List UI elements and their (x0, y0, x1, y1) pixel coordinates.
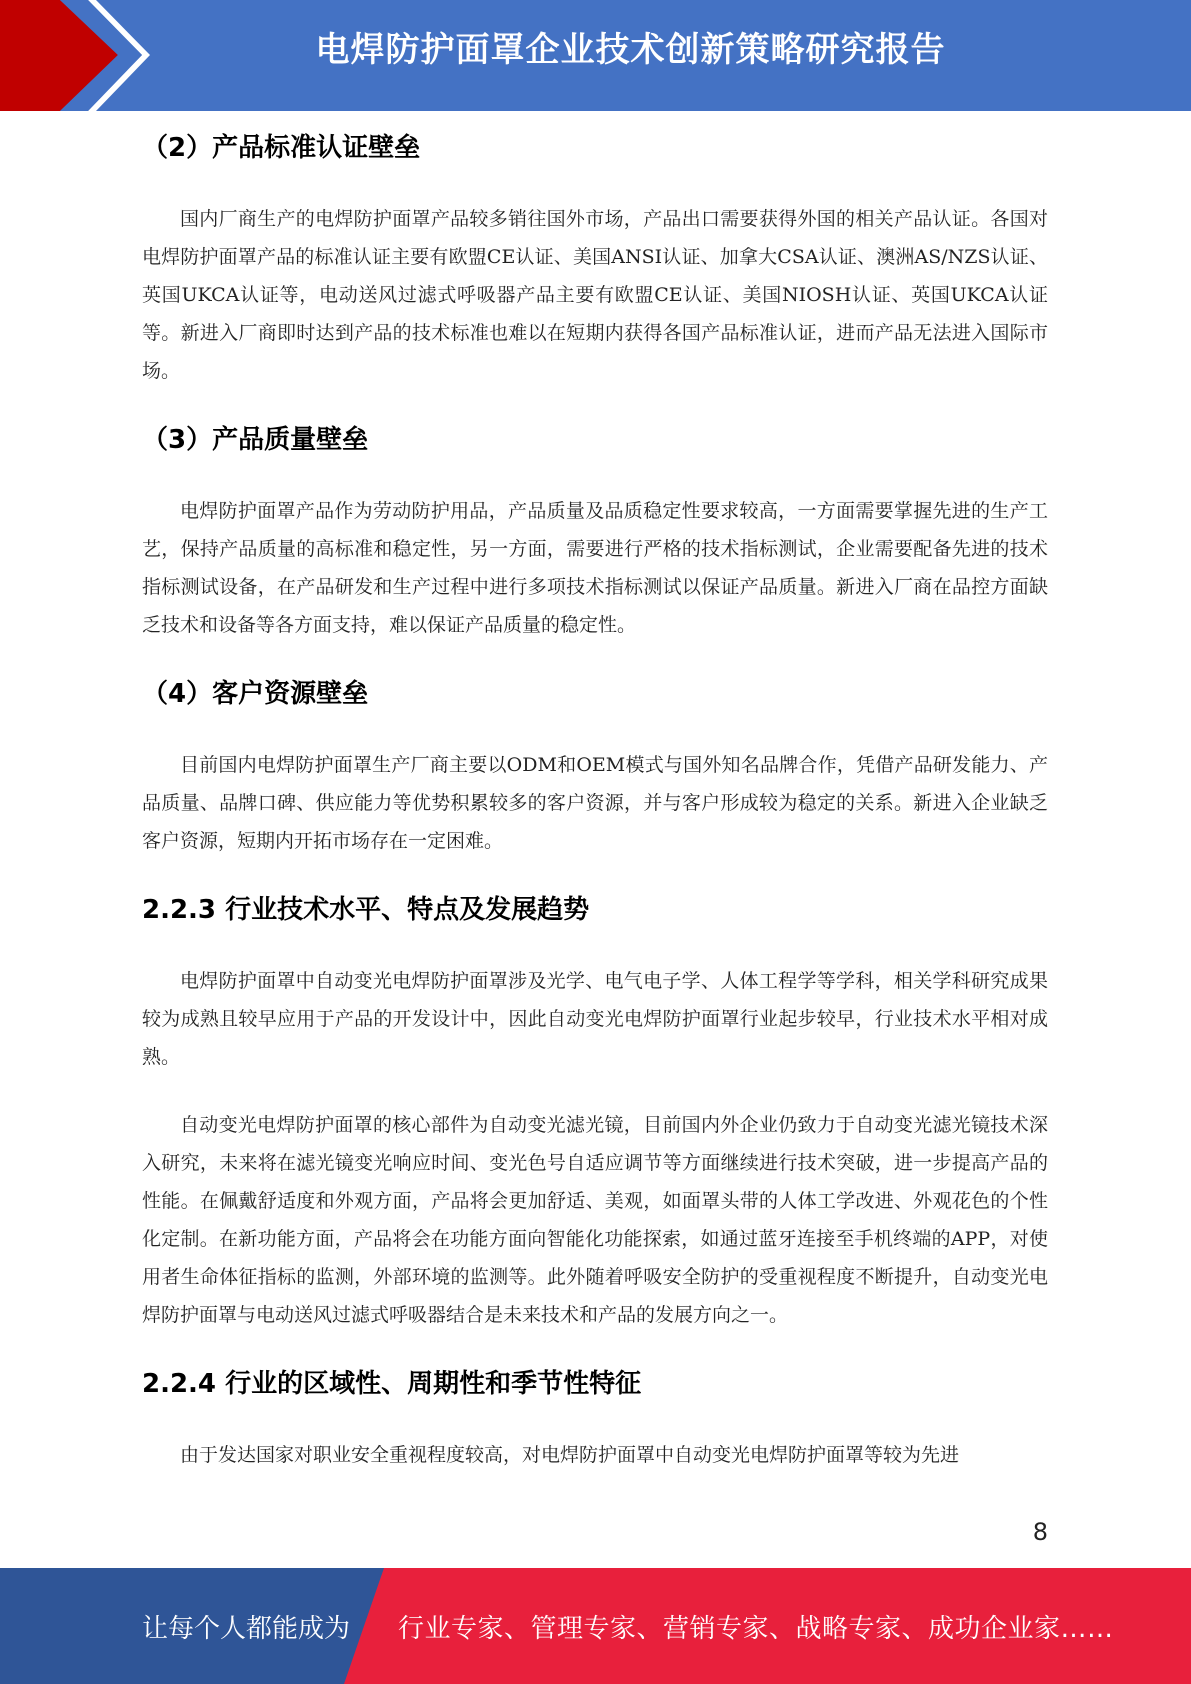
page-number: 8 (1032, 1518, 1048, 1546)
section-heading-2-2-4: 2.2.4 行业的区域性、周期性和季节性特征 (142, 1369, 642, 1399)
footer-slogan-left: 让每个人都能成为 (142, 1614, 351, 1644)
section-heading-2-2-3: 2.2.3 行业技术水平、特点及发展趋势 (142, 895, 590, 925)
report-title: 电焊防护面罩企业技术创新策略研究报告 (315, 30, 946, 70)
section-heading-4: （4）客户资源壁垒 (142, 679, 369, 709)
document-body (142, 128, 1048, 1474)
page-footer (0, 1568, 1191, 1684)
page-header (0, 0, 1191, 111)
section-paragraph-2-2-3-a: 电焊防护面罩中自动变光电焊防护面罩涉及光学、电气电子学、人体工程学等学科，相关学科研究成果较为成熟且较早应用于产品的开发设计中，因此自动变光电焊防护面罩行业起步较早，行业技术水平相对成熟。 (142, 970, 1048, 1068)
footer-slogan-right: 行业专家、管理专家、营销专家、战略专家、成功企业家…… (398, 1614, 1114, 1644)
section-paragraph-3: 电焊防护面罩产品作为劳动防护用品，产品质量及品质稳定性要求较高，一方面需要掌握先进的生产工艺，保持产品质量的高标准和稳定性，另一方面，需要进行严格的技术指标测试，企业需要配备先进的技术指标测试设备，在产品研发和生产过程中进行多项技术指标测试以保证产品质量。新进入厂商在品控方面缺乏技术和设备等各方面支持，难以保证产品质量的稳定性。 (142, 500, 1048, 636)
section-heading-2: （2）产品标准认证壁垒 (142, 133, 421, 163)
section-paragraph-2-2-3-b: 自动变光电焊防护面罩的核心部件为自动变光滤光镜，目前国内外企业仍致力于自动变光滤光镜技术深入研究，未来将在滤光镜变光响应时间、变光色号自适应调节等方面继续进行技术突破，进一步提高产品的性能。在佩戴舒适度和外观方面，产品将会更加舒适、美观，如面罩头带的人体工学改进、外观花色的个性化定制。在新功能方面，产品将会在功能方面向智能化功能探索，如通过蓝牙连接至手机终端的APP，对使用者生命体征指标的监测，外部环境的监测等。此外随着呼吸安全防护的受重视程度不断提升，自动变光电焊防护面罩与电动送风过滤式呼吸器结合是未来技术和产品的发展方向之一。 (142, 1114, 1048, 1326)
section-paragraph-2-2-4: 由于发达国家对职业安全重视程度较高，对电焊防护面罩中自动变光电焊防护面罩等较为先进 (180, 1444, 960, 1466)
section-heading-3: （3）产品质量壁垒 (142, 425, 369, 455)
section-paragraph-2: 国内厂商生产的电焊防护面罩产品较多销往国外市场，产品出口需要获得外国的相关产品认证。各国对电焊防护面罩产品的标准认证主要有欧盟CE认证、美国ANSI认证、加拿大CSA认证、澳洲AS/NZS认证、英国UKCA认证等，电动送风过滤式呼吸器产品主要有欧盟CE认证、美国NIOSH认证、英国UKCA认证等。新进入厂商即时达到产品的技术标准也难以在短期内获得各国产品标准认证，进而产品无法进入国际市场。 (142, 208, 1048, 382)
section-paragraph-4: 目前国内电焊防护面罩生产厂商主要以ODM和OEM模式与国外知名品牌合作，凭借产品研发能力、产品质量、品牌口碑、供应能力等优势积累较多的客户资源，并与客户形成较为稳定的关系。新进入企业缺乏客户资源，短期内开拓市场存在一定困难。 (142, 754, 1048, 852)
